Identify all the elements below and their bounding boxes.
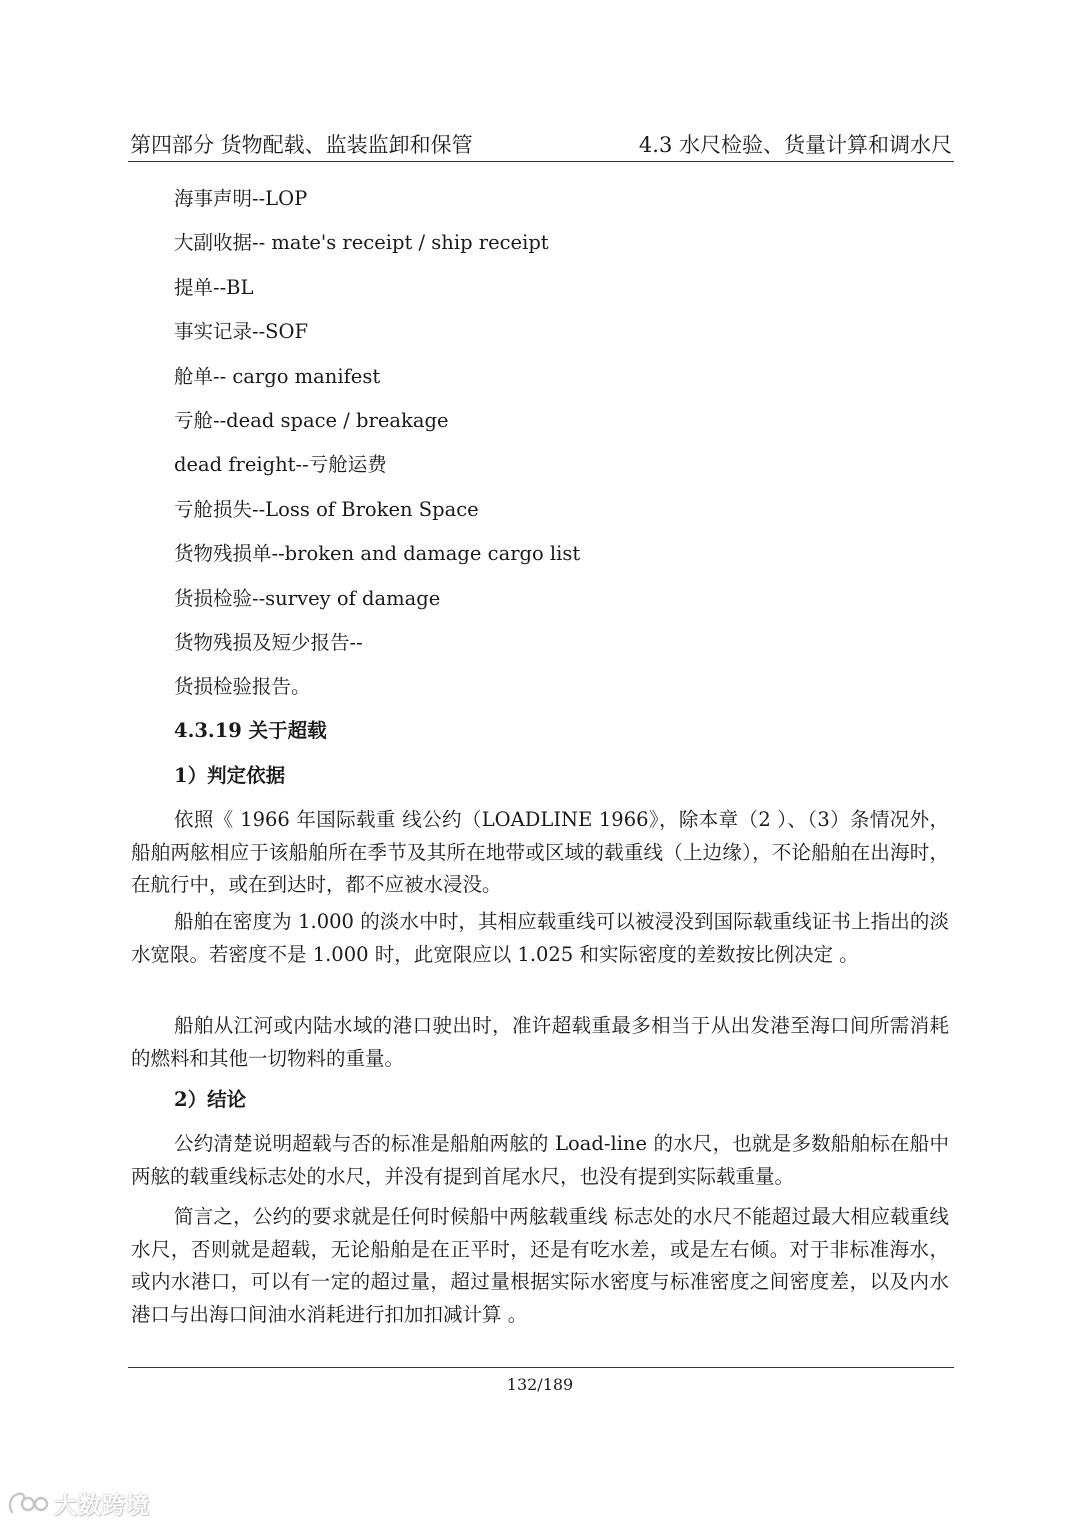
glossary-item: 提单--BL xyxy=(174,275,254,299)
glossary-item: dead freight--亏舱运费 xyxy=(174,453,387,477)
header-section-title: 4.3 水尺检验、货量计算和调水尺 xyxy=(638,133,952,157)
glossary-item: 亏舱--dead space / breakage xyxy=(174,408,449,432)
watermark xyxy=(6,1486,150,1520)
glossary-item: 货物残损单--broken and damage cargo list xyxy=(174,542,581,566)
glossary-list xyxy=(174,180,934,713)
header-part-title: 第四部分 货物配载、监装监卸和保管 xyxy=(130,133,473,157)
glossary-item: 海事声明--LOP xyxy=(174,187,308,210)
page-header xyxy=(130,128,952,162)
paragraph-basis-2: 船舶在密度为 1.000 的淡水中时，其相应载重线可以被浸没到国际载重线证书上指出的淡水宽限。若密度不是 1.000 时，此宽限应以 1.025 和实际密度的差数按比例决定 。 xyxy=(131,910,949,966)
glossary-item: 舱单-- cargo manifest xyxy=(174,364,381,388)
paragraph-conclusion-1: 公约清楚说明超载与否的标准是船舶两舷的 Load-line 的水尺，也就是多数船舶标在船中两舷的载重线标志处的水尺，并没有提到首尾水尺，也没有提到实际载重量。 xyxy=(131,1132,949,1188)
watermark-text: 大数跨境 xyxy=(54,1492,150,1519)
footer-divider xyxy=(128,1367,954,1368)
header-divider xyxy=(128,161,954,162)
glossary-item: 货损检验报告。 xyxy=(174,675,311,699)
glossary-item: 事实记录--SOF xyxy=(174,320,309,344)
paragraph-basis-1: 依照《 1966 年国际载重 线公约（LOADLINE 1966》，除本章（2 ）、（3）条情况外，船舶两舷相应于该船舶所在季节及其所在地带或区域的载重线（上边缘），不论船舶在出海时，在航行中，或在到达时，都不应被水浸没。 xyxy=(131,808,949,896)
watermark-logo-icon xyxy=(6,1488,50,1518)
glossary-item: 大副收据-- mate's receipt / ship receipt xyxy=(174,231,549,255)
glossary-item: 货损检验--survey of damage xyxy=(174,586,441,610)
subsection-title-basis: 1）判定依据 xyxy=(174,764,286,787)
subsection-title-conclusion: 2）结论 xyxy=(174,1088,247,1111)
paragraph-basis-3: 船舶从江河或内陆水域的港口驶出时，准许超载重最多相当于从出发港至海口间所需消耗的燃料和其他一切物料的重量。 xyxy=(131,1014,949,1070)
glossary-item: 亏舱损失--Loss of Broken Space xyxy=(174,497,479,521)
glossary-item: 货物残损及短少报告-- xyxy=(174,630,363,654)
paragraph-conclusion-2: 简言之，公约的要求就是任何时候船中两舷载重线 标志处的水尺不能超过最大相应载重线水尺，否则就是超载，无论船舶是在正平时，还是有吃水差，或是左右倾。对于非标准海水，或内水港口，可以有一定的超过量，超过量根据实际水密度与标准密度之间密度差，以及内水港口与出海口间油水消耗进行扣加扣减计算 。 xyxy=(131,1205,949,1326)
section-title: 4.3.19 关于超载 xyxy=(174,719,327,742)
page-number: 132/189 xyxy=(506,1375,574,1394)
